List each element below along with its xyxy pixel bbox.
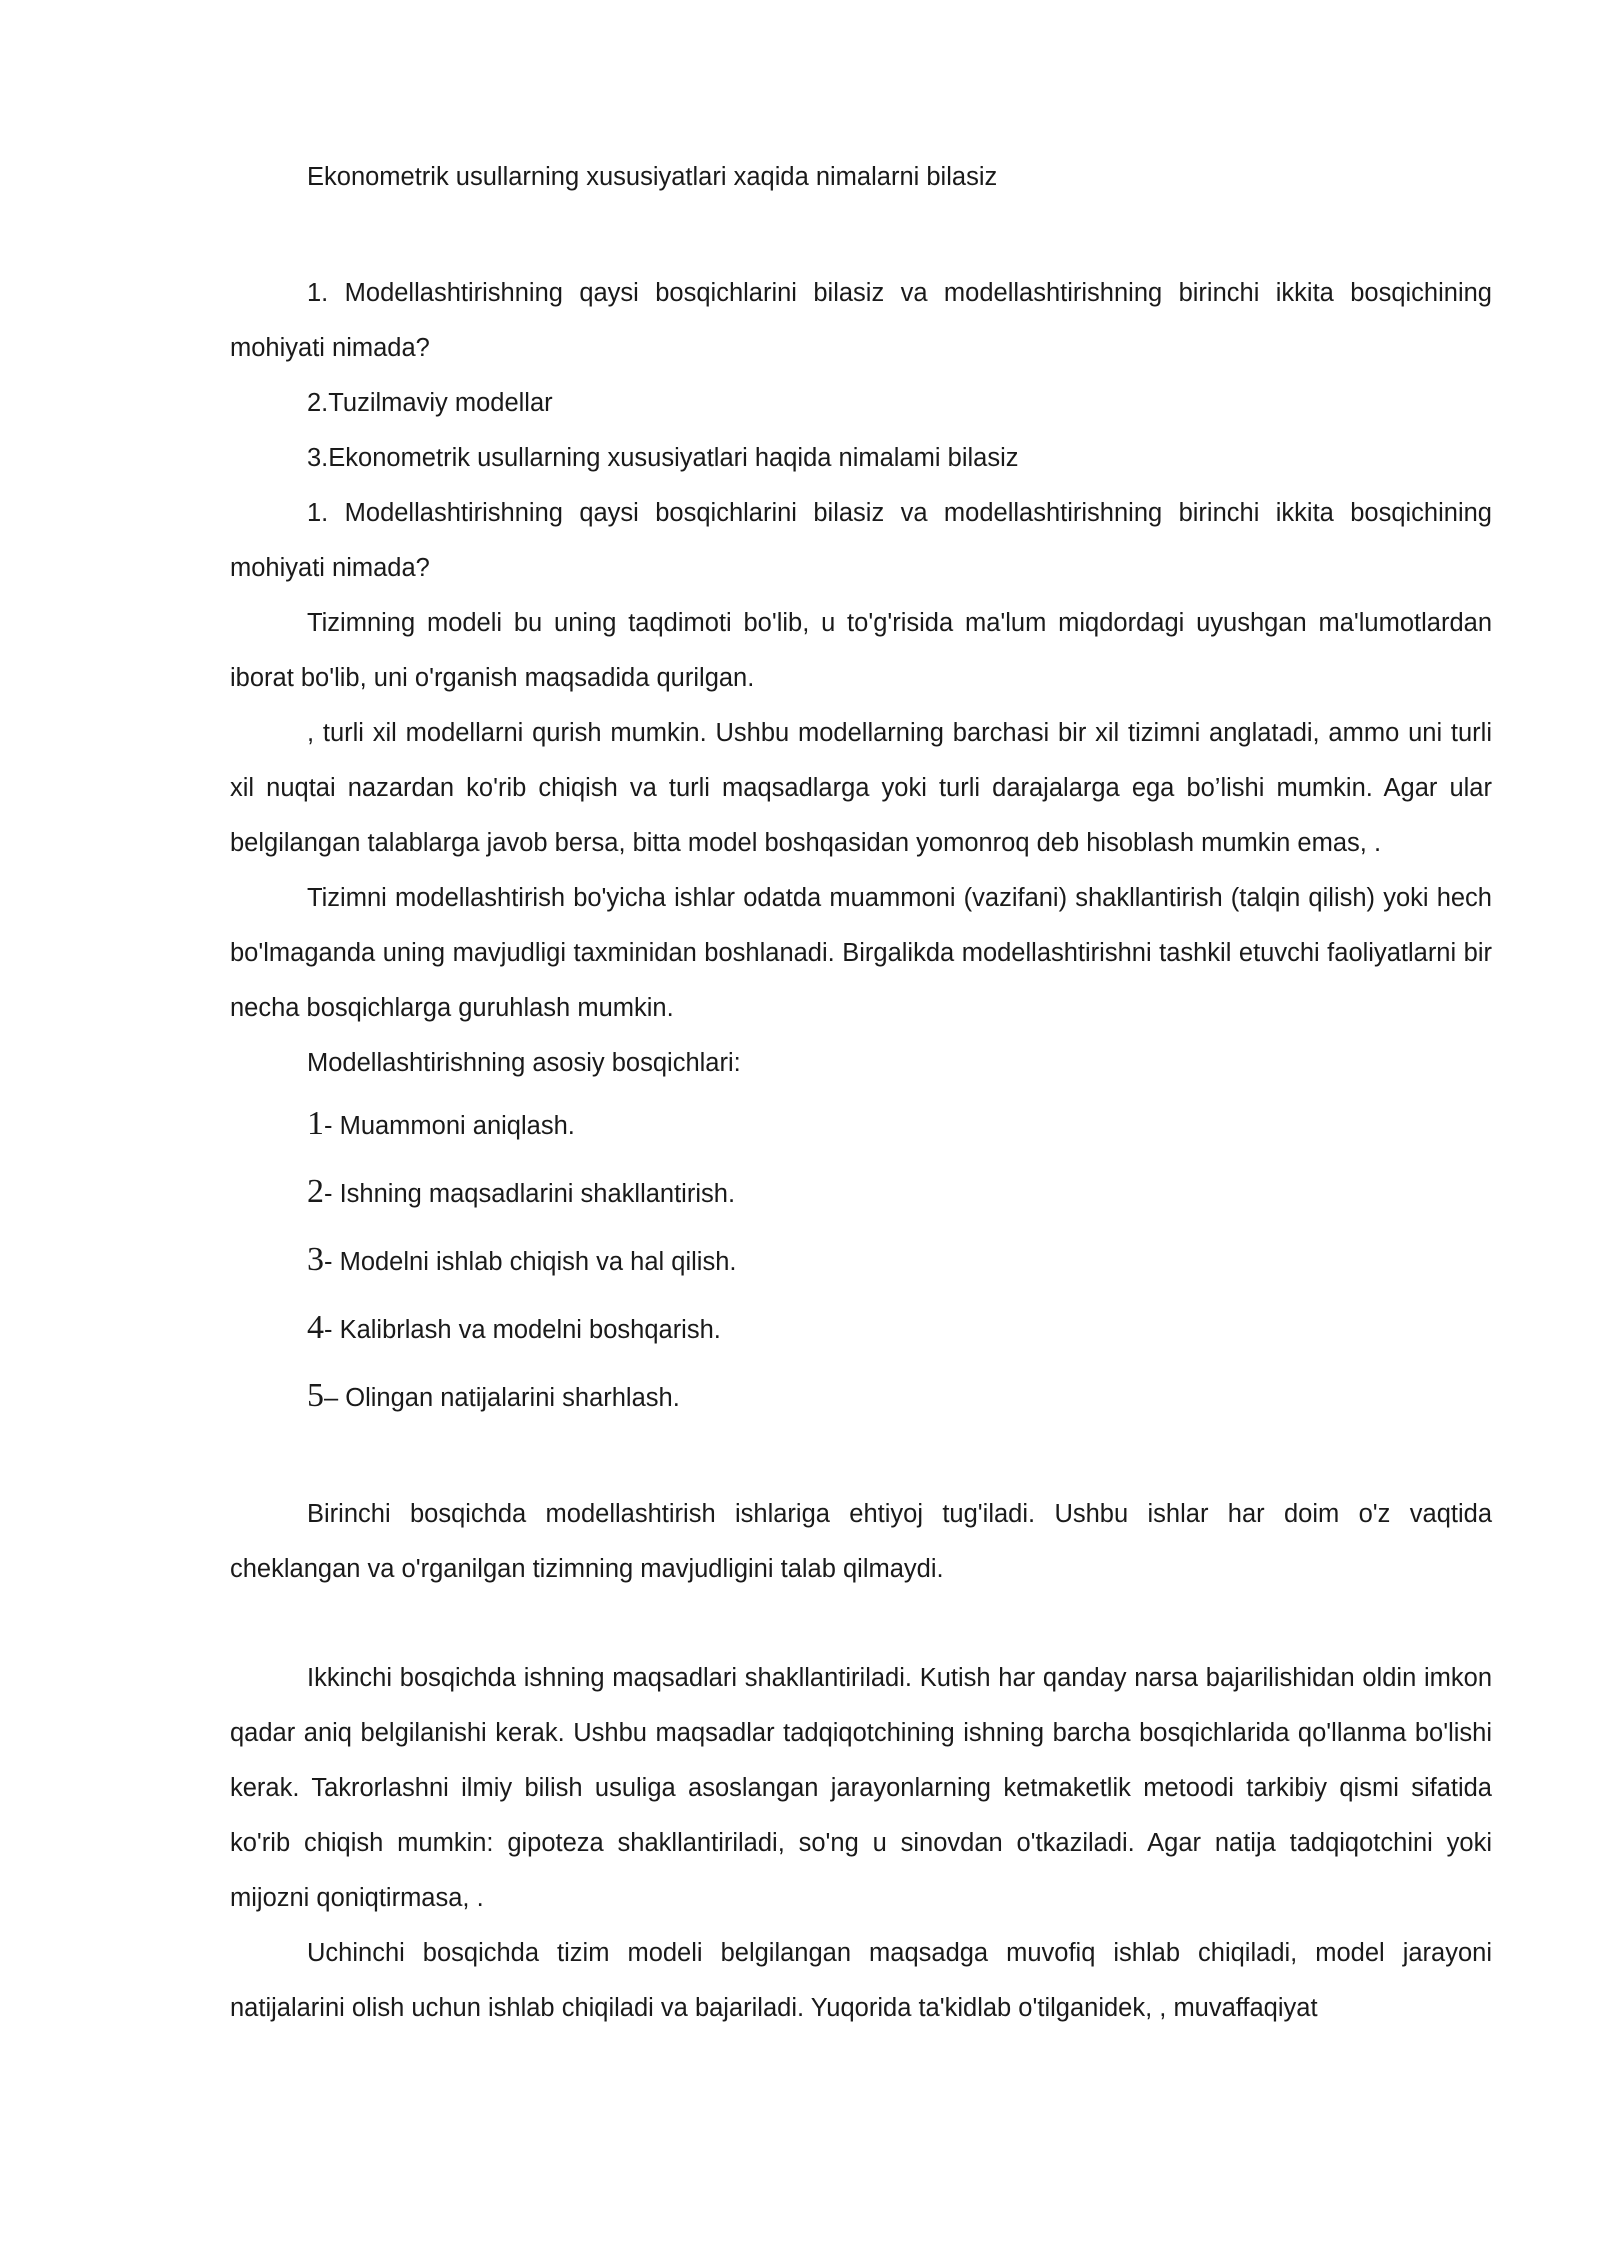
step-number: 3 xyxy=(307,1241,324,1278)
question-3: 3.Ekonometrik usullarning xususiyatlari haqida nimalami bilasiz xyxy=(307,444,1019,472)
list-item-step-1 xyxy=(230,1091,1492,1159)
paragraph-model-types: , turli xil modellarni qurish mumkin. Ushbu modellarning barchasi bir xil tizimni anglatadi, ammo uni turli xil nuqtai nazardan ko'rib chiqish va turli maqsadlarga yoki turli darajalarga ega bo’lishi mumkin. Agar ular belgilangan talablarga javob bersa, bitta model boshqasidan yomonroq deb hisoblash mumkin emas, . xyxy=(230,719,1492,857)
step-number: 4 xyxy=(307,1309,324,1346)
paragraph-stage-2: Ikkinchi bosqichda ishning maqsadlari shakllantiriladi. Kutish har qanday narsa bajarilishidan oldin imkon qadar aniq belgilanishi kerak. Ushbu maqsadlar tadqiqotchining ishning barcha bosqichlarida qo'llanma bo'lishi kerak. Takrorlashni ilmiy bilish usuliga asoslangan jarayonlarning ketmaketlik metoodi tarkibiy qismi sifatida ko'rib chiqish mumkin: gipoteza shakllantiriladi, so'ng u sinovdan o'tkaziladi. Agar natija tadqiqotchini yoki mijozni qoniqtirmasa, . xyxy=(230,1664,1492,1912)
spacer xyxy=(230,1431,1492,1487)
list-item-step-2 xyxy=(230,1159,1492,1227)
spacer xyxy=(230,1597,1492,1651)
paragraph-modeling-work: Tizimni modellashtirish bo'yicha ishlar odatda muammoni (vazifani) shakllantirish (talqin qilish) yoki hech bo'lmaganda uning mavjudligi taxminidan boshlanadi. Birgalikda modellashtirishni tashkil etuvchi faoliyatlarni bir necha bosqichlarga guruhlash mumkin. xyxy=(230,884,1492,1022)
paragraph-stage-1: Birinchi bosqichda modellashtirish ishlariga ehtiyoj tug'iladi. Ushbu ishlar har doim o'z vaqtida cheklangan va o'rganilgan tizimning mavjudligini talab qilmaydi. xyxy=(230,1500,1492,1583)
question-2: 2.Tuzilmaviy modellar xyxy=(307,389,553,417)
step-text: - Ishning maqsadlarini shakllantirish. xyxy=(324,1180,736,1208)
document-title: Ekonometrik usullarning xususiyatlari xaqida nimalarni bilasiz xyxy=(307,163,998,191)
list-item-step-3 xyxy=(230,1227,1492,1295)
paragraph-stages-heading: Modellashtirishning asosiy bosqichlari: xyxy=(307,1049,741,1077)
step-text: - Kalibrlash va modelni boshqarish. xyxy=(324,1316,721,1344)
document-body xyxy=(230,150,1492,2036)
step-text: – Olingan natijalarini sharhlash. xyxy=(324,1384,680,1412)
step-number: 1 xyxy=(307,1105,324,1142)
step-number: 5 xyxy=(307,1377,324,1414)
paragraph-stage-3: Uchinchi bosqichda tizim modeli belgilangan maqsadga muvofiq ishlab chiqiladi, model jarayoni natijalarini olish uchun ishlab chiqiladi va bajariladi. Yuqorida ta'kidlab o'tilganidek, , muvaffaqiyat xyxy=(230,1939,1492,2022)
list-item-step-5 xyxy=(230,1363,1492,1431)
step-text: - Modelni ishlab chiqish va hal qilish. xyxy=(324,1248,737,1276)
question-1-repeat: 1. Modellashtirishning qaysi bosqichlarini bilasiz va modellashtirishning birinchi ikkita bosqichining mohiyati nimada? xyxy=(230,499,1492,582)
question-1: 1. Modellashtirishning qaysi bosqichlarini bilasiz va modellashtirishning birinchi ikkita bosqichining mohiyati nimada? xyxy=(230,279,1492,362)
list-item-step-4 xyxy=(230,1295,1492,1363)
step-number: 2 xyxy=(307,1173,324,1210)
paragraph-model-definition: Tizimning modeli bu uning taqdimoti bo'lib, u to'g'risida ma'lum miqdordagi uyushgan ma'lumotlardan iborat bo'lib, uni o'rganish maqsadida qurilgan. xyxy=(230,609,1492,692)
step-text: - Muammoni aniqlash. xyxy=(324,1112,575,1140)
